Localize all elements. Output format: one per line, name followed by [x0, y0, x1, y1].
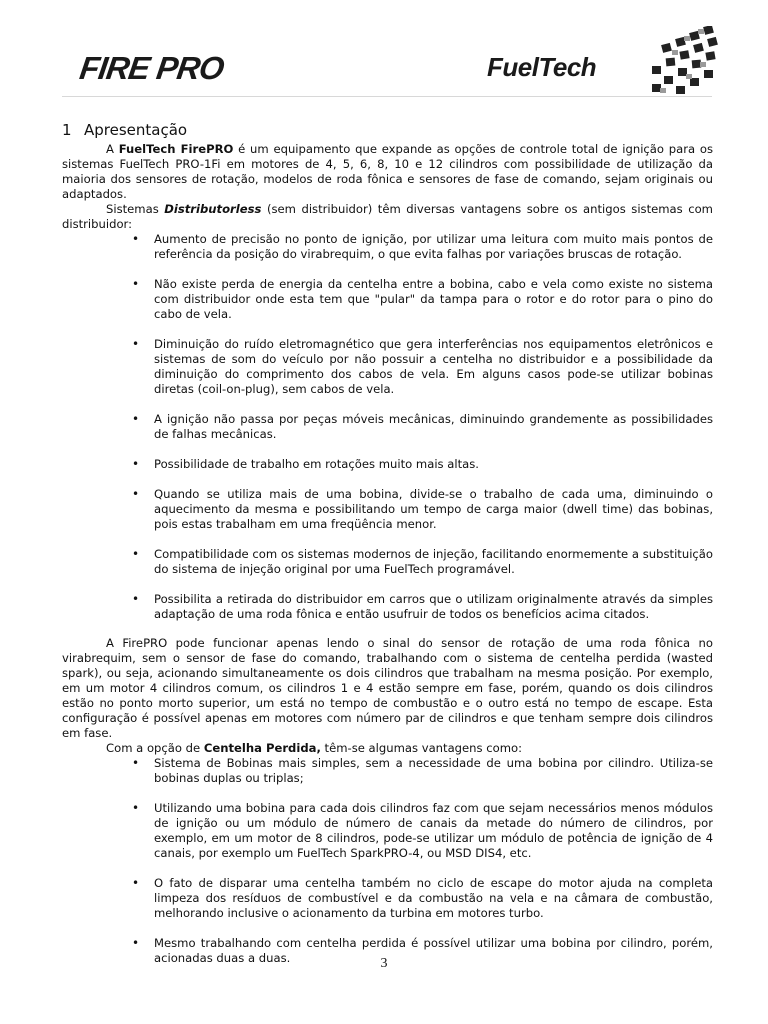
section-title: Apresentação [84, 121, 188, 139]
distributorless-term: Distributorless [164, 202, 262, 216]
list-item: • Diminuição do ruído eletromagnético que gera interferências nos equipamentos eletrônicos e sistemas de som do veículo por não possuir a centelha no distribuidor e a possibilidade da diminuição do comprimento dos cabos de vela. Em alguns casos pode-se utilizar bobinas diretas (coil-on-plug), sem cabos de vela. [154, 337, 713, 397]
list-item: • Possibilita a retirada do distribuidor em carros que o utilizam originalmente através da simples adaptação de uma roda fônica e então usufruir de todos os benefícios acima citados. [154, 592, 713, 622]
list-item: • Mesmo trabalhando com centelha perdida é possível utilizar uma bobina por cilindro, porém, acionadas duas a duas. [154, 936, 713, 966]
advantages-list [62, 232, 713, 622]
list-item: • Não existe perda de energia da centelha entre a bobina, cabo e vela como existe no sistema com distribuidor onde esta tem que "pular" da tampa para o rotor e do rotor para o pino do cabo de vela. [154, 277, 713, 322]
wasted-spark-intro: Com a opção de Centelha Perdida, têm-se algumas vantagens como: [106, 741, 523, 755]
list-item: • Quando se utiliza mais de uma bobina, divide-se o trabalho de cada uma, diminuindo o aquecimento da mesma e possibilitando um tempo de carga maior (dwell time) das bobinas, pois estas trabalham em uma freqüência menor. [154, 487, 713, 532]
wasted-spark-advantages-list [62, 756, 713, 966]
intro-paragraph-1: A FuelTech FirePRO é um equipamento que expande as opções de controle total de ignição para os sistemas FuelTech PRO-1Fi em motores de 4, 5, 6, 8, 10 e 12 cilindros com possibilidade de utilização da maioria dos sensores de rotação, modelos de roda fônica e sensores de fase de comando, sejam originais ou adaptados. [62, 142, 713, 201]
centelha-perdida-term: Centelha Perdida, [203, 741, 321, 755]
list-item: • Compatibilidade com os sistemas modernos de injeção, facilitando enormemente a substituição do sistema de injeção original por uma FuelTech programável. [154, 547, 713, 577]
list-item: • Possibilidade de trabalho em rotações muito mais altas. [154, 457, 713, 472]
page-number: 3 [380, 956, 388, 971]
checkered-flag-icon [650, 26, 720, 98]
list-item: • Aumento de precisão no ponto de ignição, por utilizar uma leitura com muito mais pontos de referência da posição do virabrequim, o que evita falhas por variações bruscas de rotação. [154, 232, 713, 262]
list-item: • A ignição não passa por peças móveis mecânicas, diminuindo grandemente as possibilidades de falhas mecânicas. [154, 412, 713, 442]
list-item: • O fato de disparar uma centelha também no ciclo de escape do motor ajuda na completa limpeza dos resíduos de combustível e da combustão na vela e na câmara de combustão, melhorando inclusive o acionamento da turbina em motores turbo. [154, 876, 713, 921]
firepro-logo: FIRE PRO [77, 50, 226, 86]
document-body [62, 120, 713, 980]
list-item: • Utilizando uma bobina para cada dois cilindros faz com que sejam necessários menos módulos de ignição ou um módulo de número de canais da metade do número de cilindros, por exemplo, em um motor de 8 cilindros, pode-se utilizar um módulo de potência de ignição de 4 canais, por exemplo um FuelTech SparkPRO-4, ou MSD DIS4, etc. [154, 801, 713, 861]
section-heading [62, 120, 713, 140]
header-divider [62, 96, 712, 97]
wasted-spark-paragraph: A FirePRO pode funcionar apenas lendo o sinal do sensor de rotação de uma roda fônica no virabrequim, sem o sensor de fase do comando, trabalhando com o sistema de centelha perdida (wasted spark), ou seja, acionando simultaneamente os dois cilindros que trabalham na mesma posição. Por exemplo, em um motor 4 cilindros comum, os cilindros 1 e 4 estão sempre em fase, porém, quando os dois cilindros estão no ponto morto superior, um está no tempo de combustão e o outro está no tempo de escape. Esta configuração é possível apenas em motores com número par de cilindros e que tenham sempre dois cilindros em fase. [62, 636, 713, 740]
fueltech-logo: FuelTech [487, 52, 597, 82]
product-name: FuelTech FirePRO [118, 142, 234, 156]
list-item: • Sistema de Bobinas mais simples, sem a necessidade de uma bobina por cilindro. Utiliza-se bobinas duplas ou triplas; [154, 756, 713, 786]
section-number: 1 [62, 121, 72, 139]
intro-paragraph-2: Sistemas Distributorless (sem distribuidor) têm diversas vantagens sobre os antigos sistemas com distribuidor: [62, 202, 713, 231]
